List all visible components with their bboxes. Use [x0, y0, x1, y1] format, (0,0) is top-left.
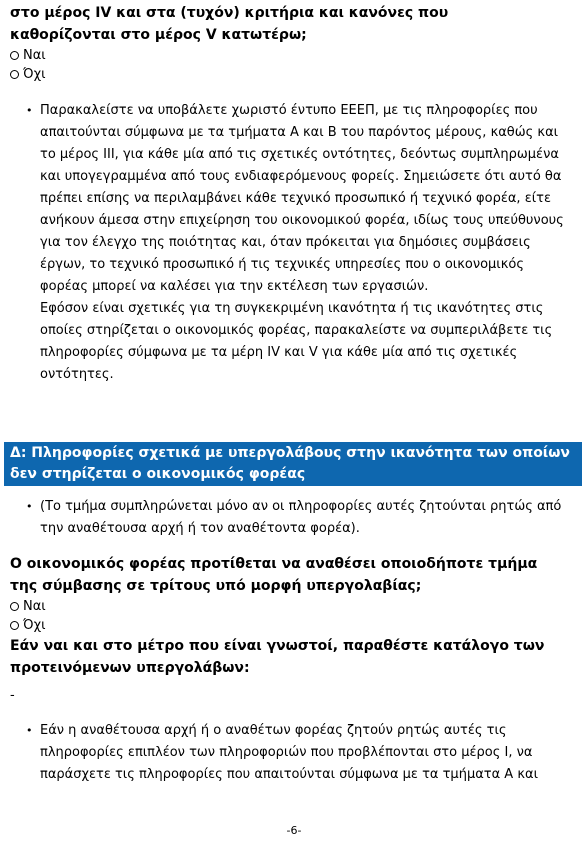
radio-icon[interactable] — [10, 70, 19, 79]
question-text: στο μέρος IV και στα (τυχόν) κριτήρια και κανόνες που καθορίζονται στο μέρος V κατωτέρω; — [10, 5, 449, 43]
radio-icon[interactable] — [10, 621, 19, 630]
option-no[interactable] — [0, 616, 570, 635]
option-no[interactable] — [0, 65, 560, 84]
instruction-paragraph: (Το τμήμα συμπληρώνεται μόνο αν οι πληροφορίες αυτές ζητούνται ρητώς από την αναθέτουσα αρχή ή τον αναθέτοντα φορέα). — [40, 499, 562, 536]
question-text: Ο οικονομικός φορέας προτίθεται να αναθέσει οποιοδήποτε τμήμα της σύμβασης σε τρίτους υπό μορφή υπεργολαβίας; — [10, 556, 538, 594]
option-yes[interactable] — [0, 46, 560, 65]
instruction-bullet-3 — [26, 720, 574, 786]
subcontractor-answer: - — [10, 688, 15, 703]
question-text: Εάν ναι και στο μέτρο που είναι γνωστοί, παραθέστε κατάλογο των προτεινόμενων υπεργολάβων: — [10, 638, 545, 676]
instruction-paragraph: Εφόσον είναι σχετικές για τη συγκεκριμένη ικανότητα ή τις ικανότητες στις οποίες στηρίζεται ο οικονομικός φορέας, παρακαλείστε να συμπεριλάβετε τις πληροφορίες σύμφωνα με τα μέρη IV και V για κάθε μία από τις σχετικές οντότητες. — [40, 301, 553, 382]
radio-icon[interactable] — [10, 602, 19, 611]
instruction-bullet-1 — [26, 100, 574, 386]
bullet-icon: • — [26, 500, 33, 513]
page-number: -6- — [286, 824, 302, 837]
instruction-paragraph: Εάν η αναθέτουσα αρχή ή ο αναθέτων φορέας ζητούν ρητώς αυτές τις πληροφορίες επιπλέον των πληροφοριών που προβλέπονται στο μέρος Ι, να παράσχετε τις πληροφορίες που απαιτούνται σύμφωνα με τα τμήματα Α και — [40, 723, 538, 782]
question-block-1 — [0, 2, 560, 84]
option-yes[interactable] — [0, 597, 570, 616]
option-label: Ναι — [23, 48, 46, 63]
option-label: Ναι — [23, 599, 46, 614]
bullet-icon: • — [26, 104, 33, 117]
option-label: Όχι — [23, 67, 46, 82]
instruction-bullet-2 — [26, 496, 574, 540]
bullet-icon: • — [26, 724, 33, 737]
question-block-2 — [0, 553, 570, 679]
radio-icon[interactable] — [10, 51, 19, 60]
option-label: Όχι — [23, 618, 46, 633]
instruction-paragraph: Παρακαλείστε να υποβάλετε χωριστό έντυπο ΕΕΕΠ, με τις πληροφορίες που απαιτούνται σύμφωνα με τα τμήματα Α και Β του παρόντος μέρους, καθώς και το μέρος ΙΙΙ, για κάθε μία από τις σχετικές οντότητες, δεόντως συμπληρωμένα και υπογεγραμμένα από τους ενδιαφερόμενους φορείς. Σημειώσετε ότι αυτό θα πρέπει επίσης να περιλαμβάνει κάθε τεχνικό προσωπικό ή τεχνικό φορέα, είτε ανήκουν άμεσα στην επιχείρηση του οικονομικού φορέα, ιδίως τους υπεύθυνους για τον έλεγχο της ποιότητας και, όταν πρόκειται για δημόσιες συμβάσεις έργων, το τεχνικό προσωπικό ή τις τεχνικές υπηρεσίες που ο οικονομικός φορέας μπορεί να καλέσει για την εκτέλεση των εργασιών. — [40, 103, 564, 294]
section-d-header: Δ: Πληροφορίες σχετικά με υπεργολάβους στην ικανότητα των οποίων δεν στηρίζεται ο οικονομικός φορέας — [4, 442, 582, 486]
